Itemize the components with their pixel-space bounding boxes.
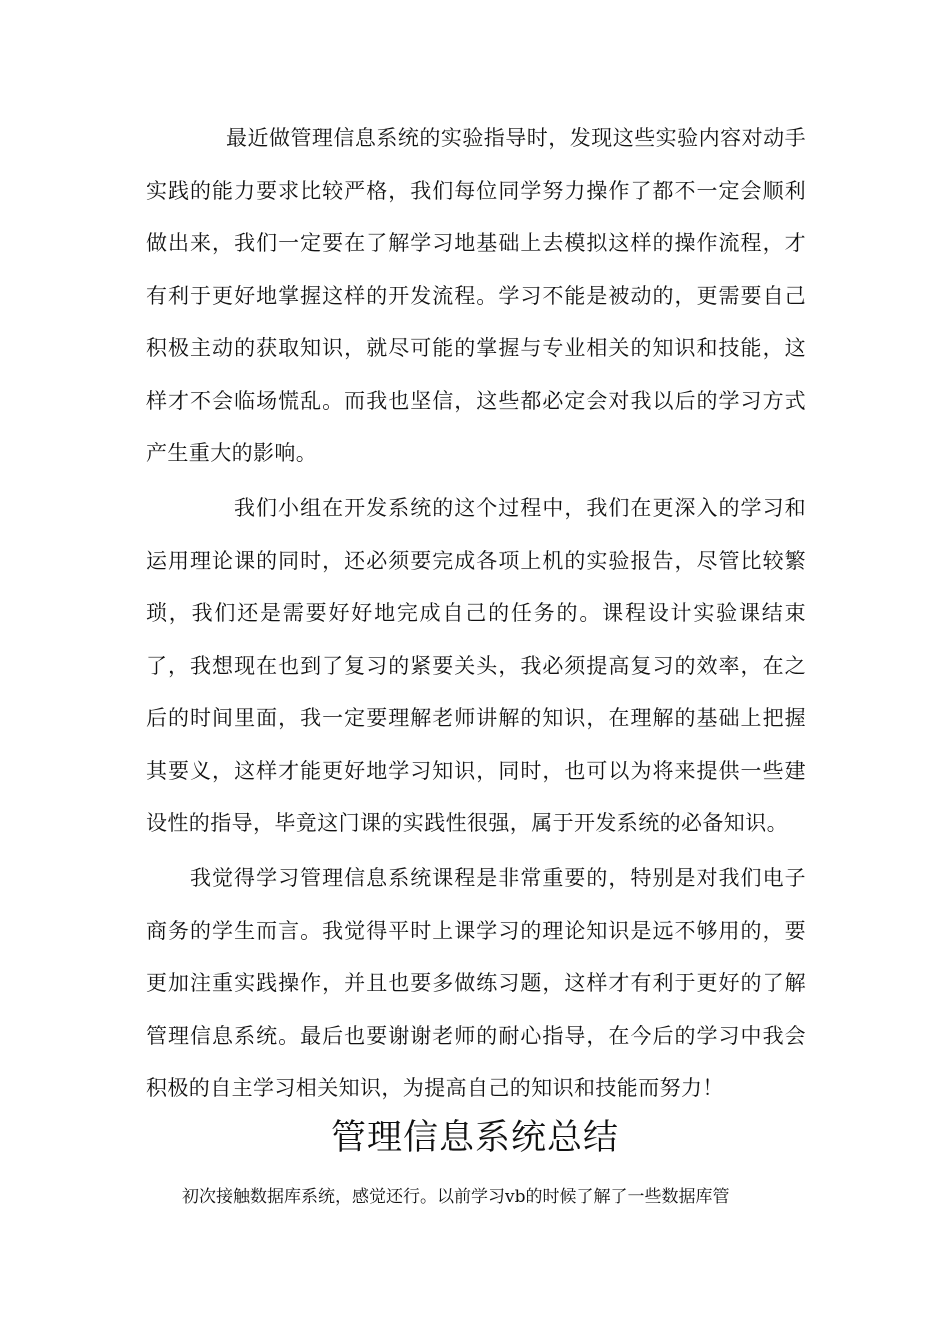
body-paragraph-3: 我觉得学习管理信息系统课程是非常重要的，特别是对我们电子商务的学生而言。我觉得平时上课学习的理论知识是远不够用的，要更加注重实践操作，并且也要多做练习题，这样才有利于更好的了解管理信息系统。最后也要谢谢老师的耐心指导，在今后的学习中我会积极的自主学习相关知识，为提高自己的知识和技能而努力！ xyxy=(146,866,806,1100)
body-paragraph-2: 我们小组在开发系统的这个过程中，我们在更深入的学习和运用理论课的同时，还必须要完成各项上机的实验报告，尽管比较繁琐，我们还是需要好好地完成自己的任务的。课程设计实验课结束了，我想现在也到了复习的紧要关头，我必须提高复习的效率，在之后的时间里面，我一定要理解老师讲解的知识，在理解的基础上把握其要义，这样才能更好地学习知识，同时，也可以为将来提供一些建设性的指导，毕竟这门课的实践性很强，属于开发系统的必备知识。 xyxy=(146,496,806,835)
section-title: 管理信息系统总结 xyxy=(330,1118,619,1158)
body-paragraph-1: 最近做管理信息系统的实验指导时，发现这些实验内容对动手实践的能力要求比较严格，我们每位同学努力操作了都不一定会顺利做出来，我们一定要在了解学习地基础上去模拟这样的操作流程，才有利于更好地掌握这样的开发流程。学习不能是被动的，更需要自己积极主动的获取知识，就尽可能的掌握与专业相关的知识和技能，这样才不会临场慌乱。而我也坚信，这些都必定会对我以后的学习方式产生重大的影响。 xyxy=(146,126,806,465)
section-intro-paragraph: 初次接触数据库系统，感觉还行。以前学习vb的时候了解了一些数据库管 xyxy=(182,1187,730,1207)
